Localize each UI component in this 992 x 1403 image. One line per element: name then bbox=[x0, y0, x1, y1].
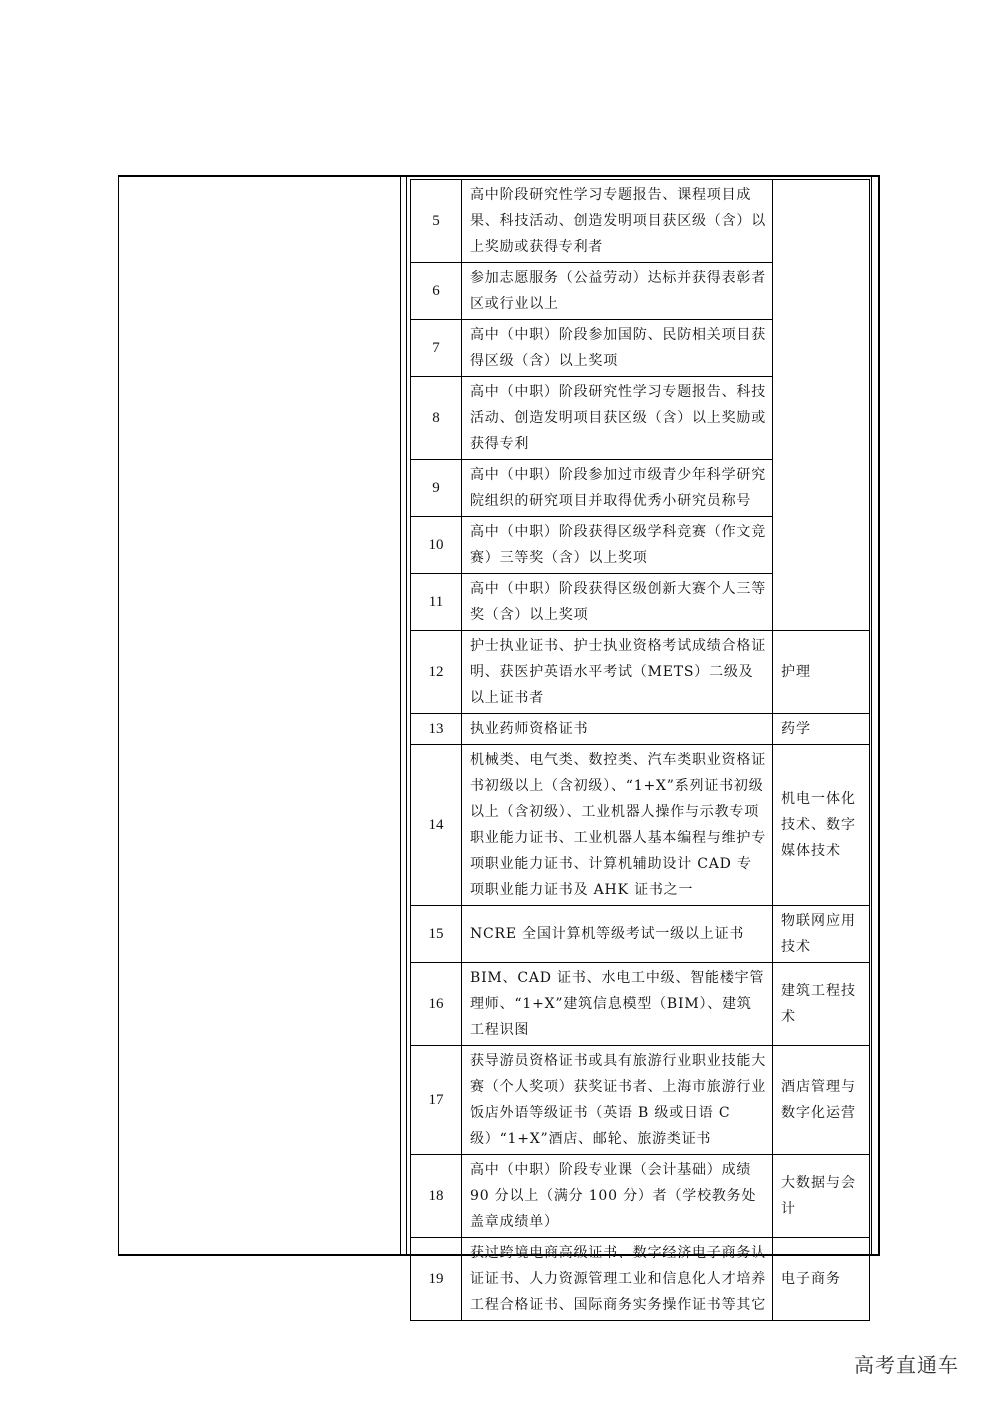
row-number: 15 bbox=[411, 906, 462, 963]
row-description: 执业药师资格证书 bbox=[462, 714, 773, 745]
table-row bbox=[411, 745, 870, 906]
row-number: 9 bbox=[411, 460, 462, 517]
column-divider bbox=[406, 177, 407, 1254]
row-number: 10 bbox=[411, 517, 462, 574]
row-major: 药学 bbox=[773, 714, 870, 745]
row-description: 参加志愿服务（公益劳动）达标并获得表彰者区或行业以上 bbox=[462, 263, 773, 320]
conditions-table bbox=[410, 179, 870, 1321]
row-major: 酒店管理与数字化运营 bbox=[773, 1046, 870, 1155]
row-number: 14 bbox=[411, 745, 462, 906]
row-number: 17 bbox=[411, 1046, 462, 1155]
row-description: BIM、CAD 证书、水电工中级、智能楼宇管理师、“1+X”建筑信息模型（BIM）、建筑工程识图 bbox=[462, 963, 773, 1046]
table-row bbox=[411, 631, 870, 714]
table-row bbox=[411, 1238, 870, 1321]
row-description: 护士执业证书、护士执业资格考试成绩合格证明、获医护英语水平考试（METS）二级及以上证书者 bbox=[462, 631, 773, 714]
row-major: 物联网应用技术 bbox=[773, 906, 870, 963]
row-description: 获过跨境电商高级证书、数字经济电子商务认证证书、人力资源管理工业和信息化人才培养工程合格证书、国际商务实务操作证书等其它 bbox=[462, 1238, 773, 1321]
table-row bbox=[411, 906, 870, 963]
row-major: 电子商务 bbox=[773, 1238, 870, 1321]
row-major: 大数据与会计 bbox=[773, 1155, 870, 1238]
row-description: 获导游员资格证书或具有旅游行业职业技能大赛（个人奖项）获奖证书者、上海市旅游行业饭店外语等级证书（英语 B 级或日语 C 级）“1+X”酒店、邮轮、旅游类证书 bbox=[462, 1046, 773, 1155]
row-number: 12 bbox=[411, 631, 462, 714]
row-description: 高中（中职）阶段获得区级创新大赛个人三等奖（含）以上奖项 bbox=[462, 574, 773, 631]
row-number: 7 bbox=[411, 320, 462, 377]
row-major: 机电一体化技术、数字媒体技术 bbox=[773, 745, 870, 906]
row-number: 13 bbox=[411, 714, 462, 745]
row-description: 高中（中职）阶段专业课（会计基础）成绩 90 分以上（满分 100 分）者（学校教务处盖章成绩单） bbox=[462, 1155, 773, 1238]
row-major: 护理 bbox=[773, 631, 870, 714]
watermark-text: 高考直通车 bbox=[854, 1353, 959, 1377]
row-number: 5 bbox=[411, 180, 462, 263]
column-divider bbox=[871, 177, 872, 1254]
row-description: NCRE 全国计算机等级考试一级以上证书 bbox=[462, 906, 773, 963]
row-number: 8 bbox=[411, 377, 462, 460]
table-row bbox=[411, 963, 870, 1046]
row-number: 11 bbox=[411, 574, 462, 631]
row-description: 高中（中职）阶段参加过市级青少年科学研究院组织的研究项目并取得优秀小研究员称号 bbox=[462, 460, 773, 517]
document-table-frame bbox=[118, 175, 880, 1313]
row-description: 高中（中职）阶段参加国防、民防相关项目获得区级（含）以上奖项 bbox=[462, 320, 773, 377]
row-number: 19 bbox=[411, 1238, 462, 1321]
row-description: 高中（中职）阶段研究性学习专题报告、科技活动、创造发明项目获区级（含）以上奖励或获得专利 bbox=[462, 377, 773, 460]
column-divider bbox=[400, 177, 401, 1254]
row-description: 高中（中职）阶段获得区级学科竞赛（作文竞赛）三等奖（含）以上奖项 bbox=[462, 517, 773, 574]
row-major: 建筑工程技术 bbox=[773, 963, 870, 1046]
row-number: 16 bbox=[411, 963, 462, 1046]
table-row bbox=[411, 180, 870, 263]
table-row bbox=[411, 1155, 870, 1238]
table-row bbox=[411, 1046, 870, 1155]
row-number: 18 bbox=[411, 1155, 462, 1238]
major-cell-merged bbox=[773, 180, 870, 631]
table-row bbox=[411, 714, 870, 745]
row-description: 高中阶段研究性学习专题报告、课程项目成果、科技活动、创造发明项目获区级（含）以上奖励或获得专利者 bbox=[462, 180, 773, 263]
row-description: 机械类、电气类、数控类、汽车类职业资格证书初级以上（含初级）、“1+X”系列证书初级以上（含初级）、工业机器人操作与示教专项职业能力证书、工业机器人基本编程与维护专项职业能力证书、计算机辅助设计 CAD 专项职业能力证书及 AHK 证书之一 bbox=[462, 745, 773, 906]
row-number: 6 bbox=[411, 263, 462, 320]
